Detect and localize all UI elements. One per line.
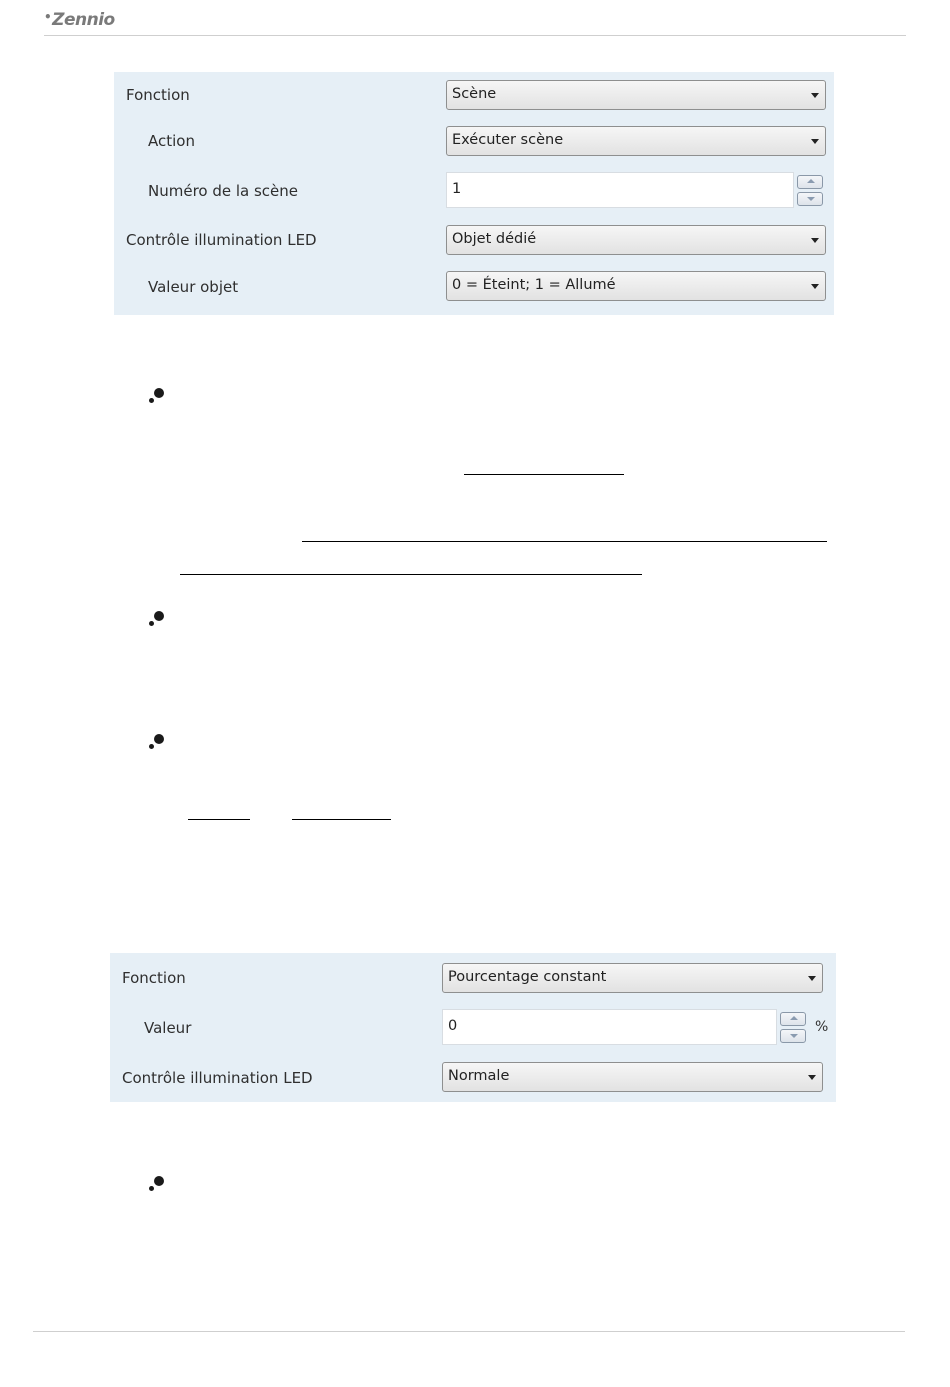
scene-number-up-button[interactable] (797, 175, 823, 189)
action-dropdown[interactable] (446, 126, 826, 156)
arrow-down-icon (807, 197, 815, 201)
scene-number-field[interactable] (446, 172, 794, 208)
scene-number-label: Numéro de la scène (148, 182, 299, 200)
percentage-parameters-panel (110, 953, 836, 1102)
chevron-down-icon (811, 139, 819, 144)
header-divider (44, 35, 906, 36)
valeur-value: 0 (448, 1018, 458, 1034)
scene-parameters-panel (114, 72, 834, 315)
valeur-label: Valeur (144, 1019, 192, 1037)
led-control-label: Contrôle illumination LED (122, 1069, 313, 1087)
object-value-label: Valeur objet (148, 278, 239, 296)
object-value-value: 0 = Éteint; 1 = Allumé (452, 277, 616, 293)
chevron-down-icon (808, 1075, 816, 1080)
fonction-value: Scène (452, 86, 497, 102)
object-value-dropdown[interactable] (446, 271, 826, 301)
led-control-value: Normale (448, 1068, 510, 1084)
footer-divider (33, 1331, 905, 1332)
valeur-up-button[interactable] (780, 1012, 806, 1026)
arrow-up-icon (790, 1016, 798, 1020)
bullet-dot-icon (149, 611, 165, 627)
fonction-label: Fonction (122, 969, 186, 987)
underline-mark (292, 819, 391, 820)
bullet-dot-icon (149, 1176, 165, 1192)
arrow-down-icon (790, 1034, 798, 1038)
fonction-dropdown[interactable] (446, 80, 826, 110)
led-control-value: Objet dédié (452, 231, 537, 247)
fonction-dropdown[interactable] (442, 963, 823, 993)
logo-text: Zennio (52, 10, 115, 30)
bullet-dot-icon (149, 388, 165, 404)
underline-mark (188, 819, 250, 820)
led-control-dropdown[interactable] (446, 225, 826, 255)
valeur-field[interactable] (442, 1009, 777, 1045)
arrow-up-icon (807, 179, 815, 183)
valeur-unit: % (815, 1019, 829, 1035)
chevron-down-icon (811, 284, 819, 289)
scene-number-down-button[interactable] (797, 192, 823, 206)
fonction-value: Pourcentage constant (448, 969, 607, 985)
action-value: Exécuter scène (452, 132, 564, 148)
led-control-label: Contrôle illumination LED (126, 231, 317, 249)
underline-mark (180, 574, 642, 575)
zennio-logo (44, 10, 115, 30)
fonction-label: Fonction (126, 86, 190, 104)
chevron-down-icon (811, 238, 819, 243)
logo-mark: • (44, 10, 52, 24)
action-label: Action (148, 132, 195, 150)
chevron-down-icon (808, 976, 816, 981)
scene-number-value: 1 (452, 181, 462, 197)
led-control-dropdown[interactable] (442, 1062, 823, 1092)
underline-mark (464, 474, 624, 475)
bullet-dot-icon (149, 734, 165, 750)
chevron-down-icon (811, 93, 819, 98)
underline-mark (302, 541, 827, 542)
valeur-down-button[interactable] (780, 1029, 806, 1043)
